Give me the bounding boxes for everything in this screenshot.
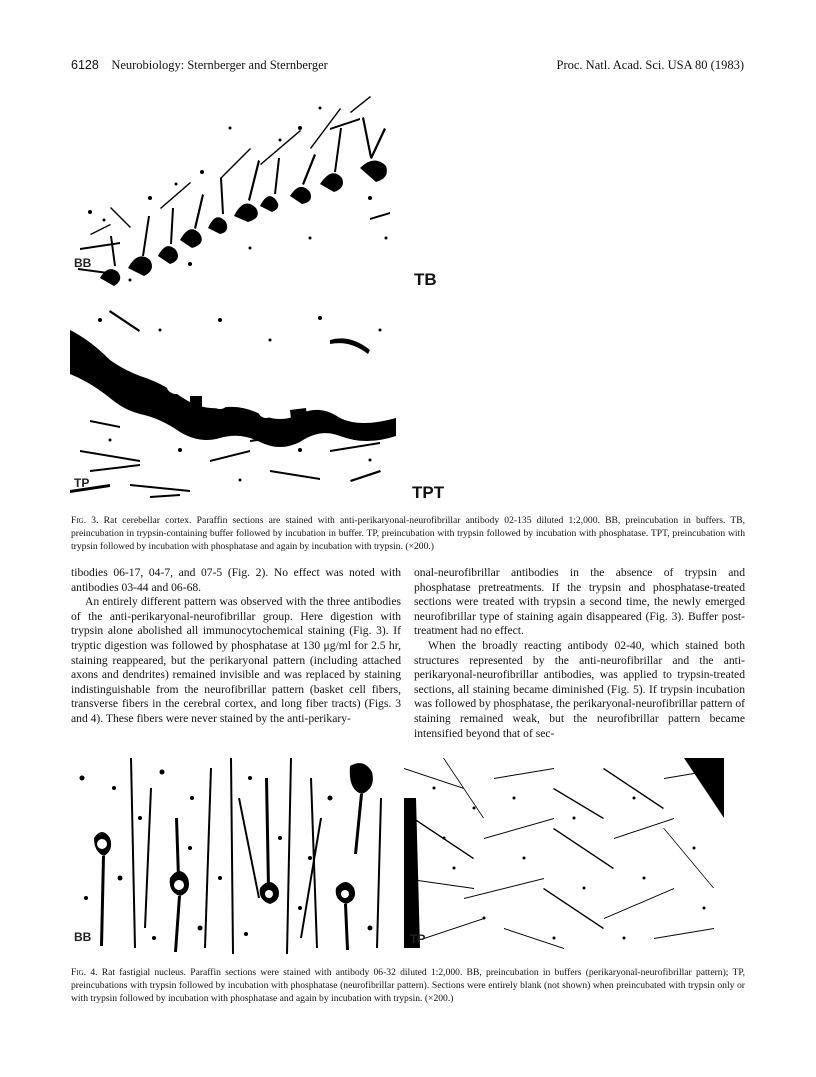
figure3-caption-label: Fig. 3. [71,515,99,526]
figure3-caption-text: Rat cerebellar cortex. Paraffin sections are stained with anti-perikaryonal-neurofibrillar antibody 02-135 diluted 1:2,000. BB, preincubation in buffers. TB, preincubation in trypsin-containing buffer followed by incubation in buffer. TP, preincubation with trypsin followed by incubation with phosphatase. TPT, preincubation with trypsin followed by incubation with phosphatase and again by incubation with trypsin. (×200.) [71,515,745,552]
micrograph-tb [70,88,396,288]
micrograph-tpt [70,300,396,500]
micrograph-bb [70,758,394,954]
figure4-caption-label: Fig. 4. [71,967,98,978]
figure4-inset-bb: BB [74,930,92,944]
figure4-caption-text: Rat fastigial nucleus. Paraffin sections were stained with antibody 06-32 diluted 1:2,000. BB, preincubation in buffers (perikaryonal-neurofibrillar pattern); TP, preincubations with trypsin followed by incubation with phosphatase (neurofibrillar pattern). Sections were entirely blank (not shown) when preincubated with trypsin only or with trypsin followed by incubation with phosphatase and again by incubation with trypsin. (×200.) [71,967,745,1004]
paragraph: When the broadly reacting antibody 02-40, which stained both structures represented by the anti-neurofibrillar and the anti-perikaryonal-neurofibrillar antibodies, was applied to trypsin-treated sections, all staining became diminished (Fig. 5). If trypsin incubation was followed by phosphatase, the perikaryonal-neurofibrillar pattern of staining remained weak, but the neurofibrillar pattern became intensified beyond that of sec- [414,638,745,740]
body-column-left [71,566,401,727]
journal-citation: Proc. Natl. Acad. Sci. USA 80 (1983) [556,58,744,72]
figure3-label-tb: TB [414,270,437,289]
figure4-panel-bb [70,758,394,954]
figure4-caption [71,966,745,1005]
figure4-panel-tp [404,758,726,954]
micrograph-tp [404,758,726,954]
running-title: Neurobiology: Sternberger and Sternberger [111,58,328,72]
page-number: 6128 [71,58,99,72]
running-header [71,58,328,73]
figure3-inset-bb: BB [74,256,92,270]
body-column-right [414,566,745,741]
figure4-inset-tp: TP [410,932,426,946]
paragraph: onal-neurofibrillar antibodies in the absence of trypsin and phosphatase pretreatments. If the trypsin and phosphatase-treated sections were treated with trypsin a second time, the newly emerged neurofibrillar type of staining again disappeared (Fig. 3). Buffer post-treatment had no effect. [414,566,745,638]
figure3-panel-tpt [70,300,396,500]
figure3-caption [71,514,745,553]
figure3-label-tpt: TPT [412,483,445,502]
figure3-inset-tp: TP [74,476,90,490]
paragraph: tibodies 06-17, 04-7, and 07-5 (Fig. 2). No effect was noted with antibodies 03-44 and 06-68. [71,566,401,594]
figure3-panel-tb [70,88,396,288]
paragraph: An entirely different pattern was observed with the three antibodies of the anti-perikaryonal-neurofibrillar group. Here digestion with trypsin alone abolished all immunocytochemical staining (Fig. 3). If tryptic digestion was followed by phosphatase at 130 μg/ml for 2.5 hr, staining reappeared, but the perikaryonal pattern (including attached axons and dendrites) remained invisible and was replaced by staining indistinguishable from the neurofibrillar pattern (basket cell fibers, transverse fibers in the cerebral cortex, and long fiber tracts) (Figs. 3 and 4). These fibers were never stained by the anti-perikary- [71,595,401,725]
